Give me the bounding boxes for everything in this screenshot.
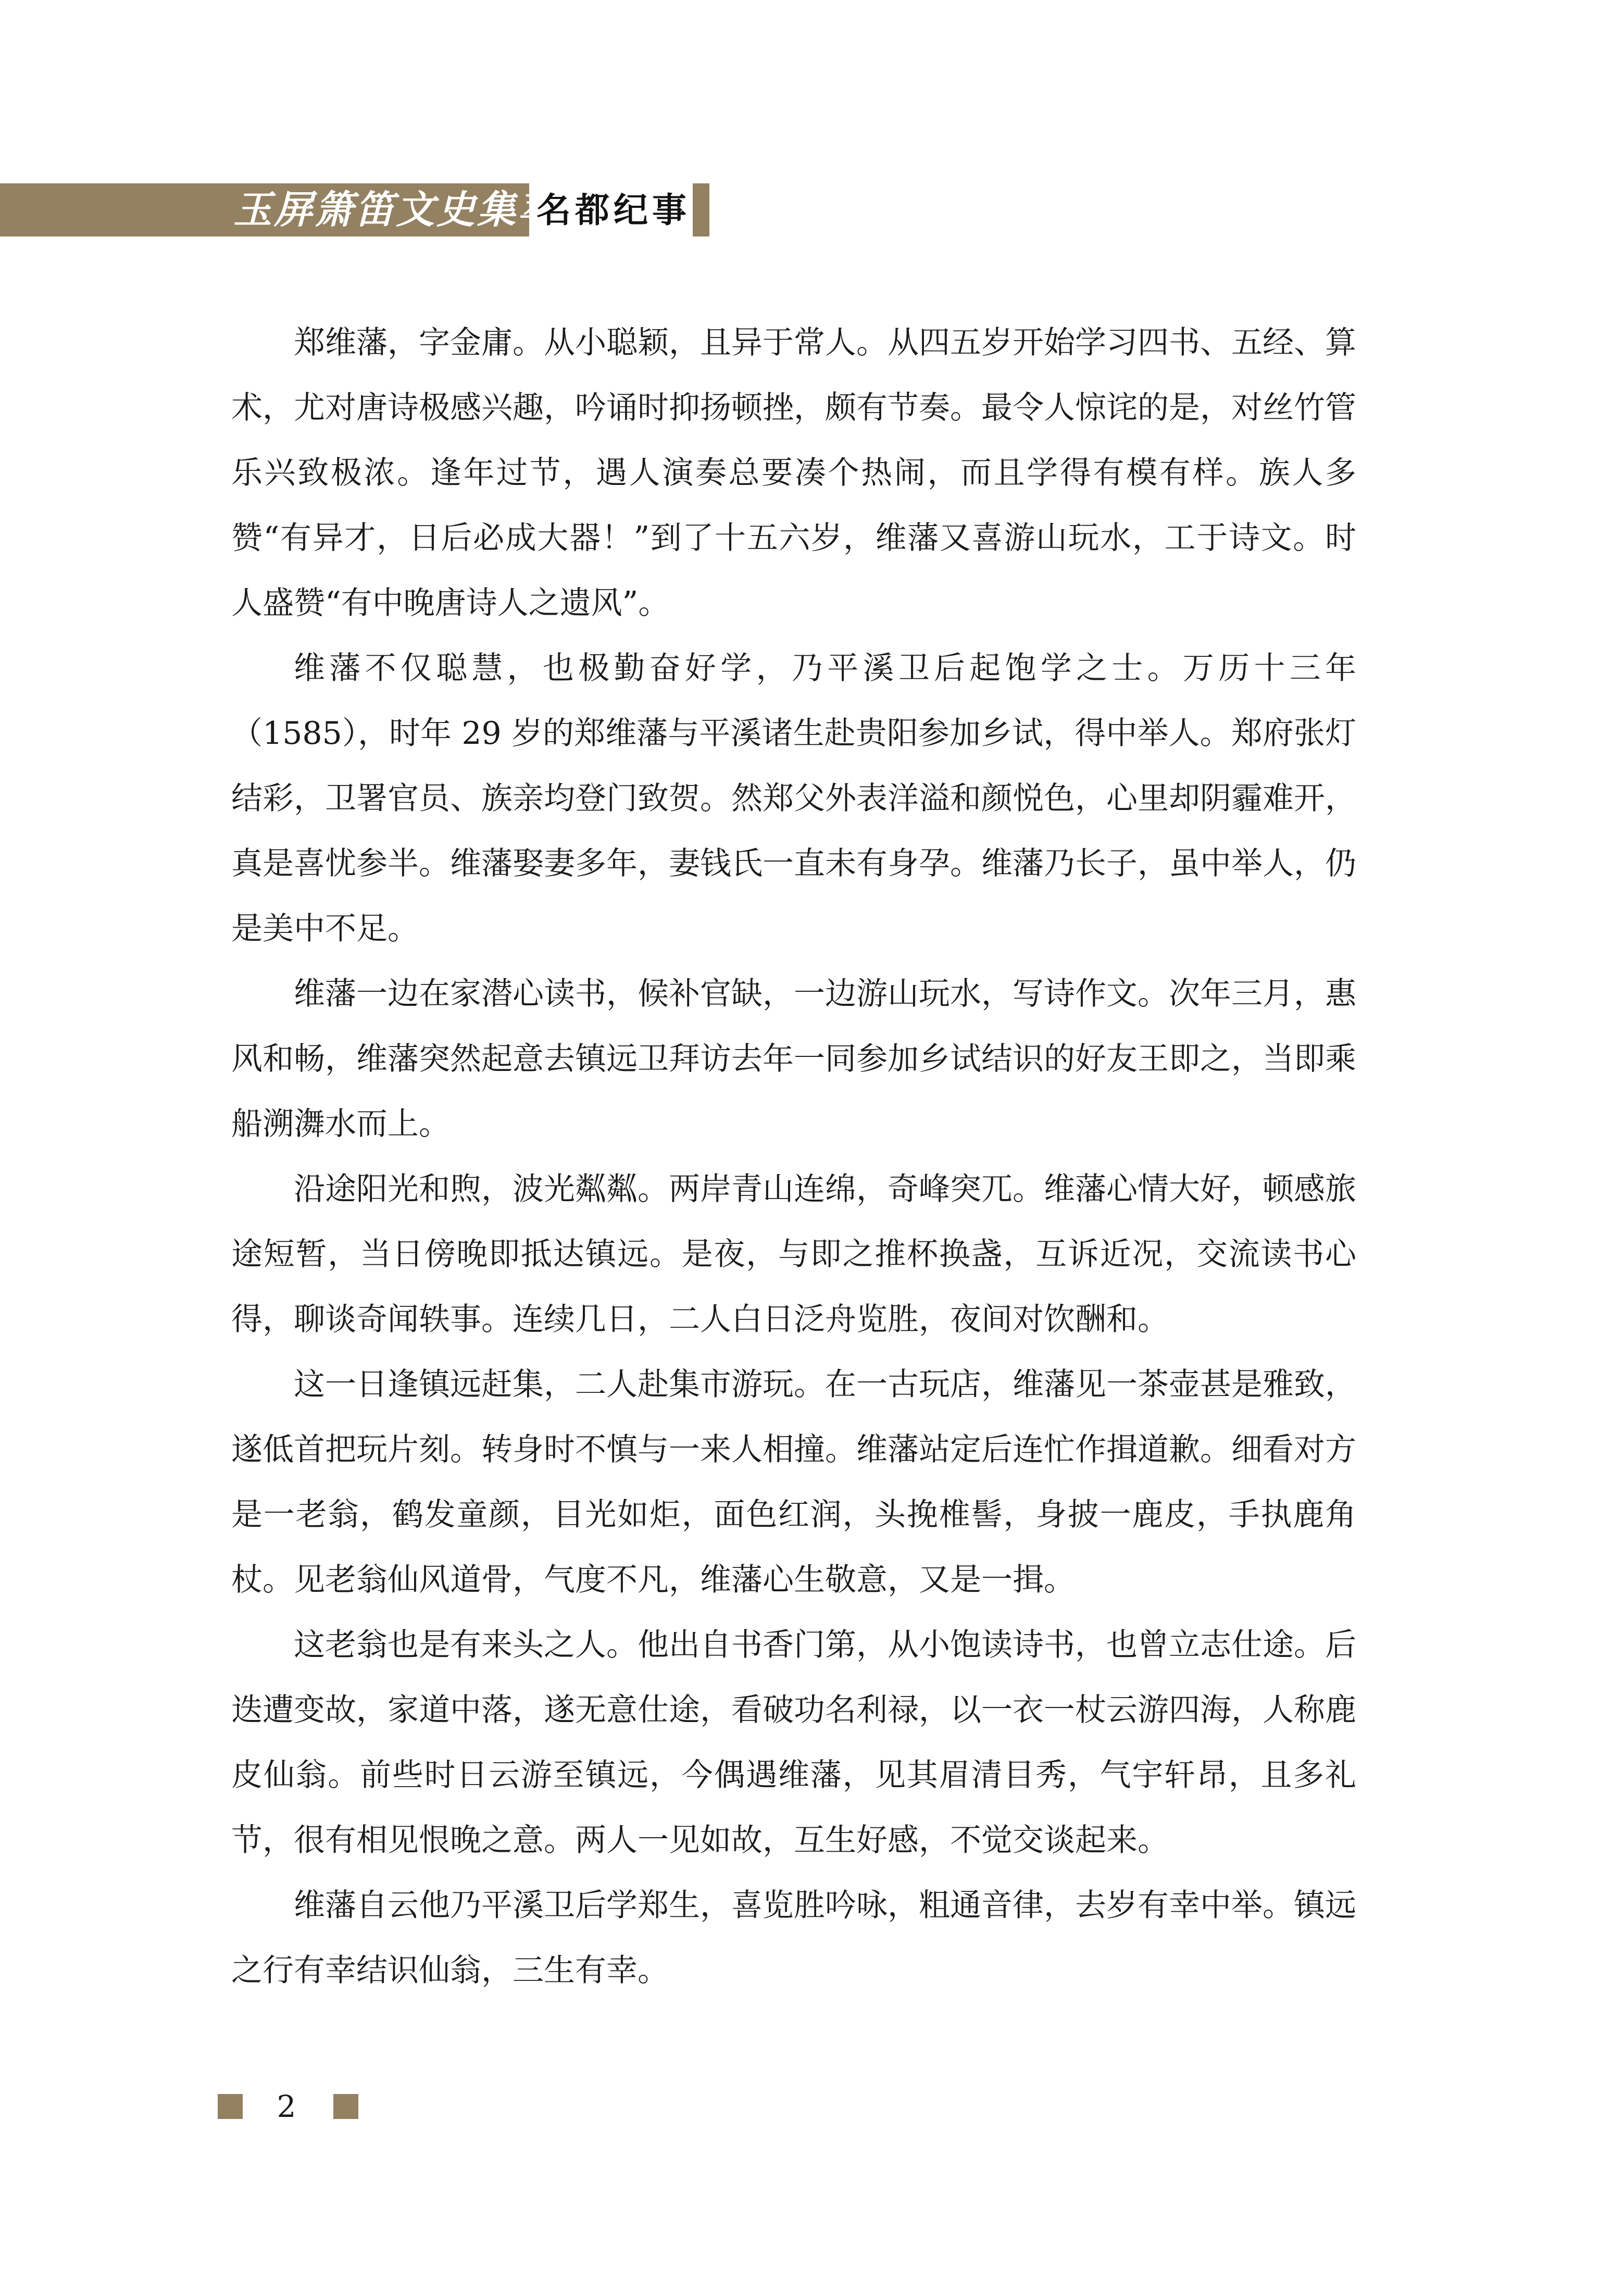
header-mark [693,183,709,236]
paragraph-6: 这老翁也是有来头之人。他出自书香门第，从小饱读诗书，也曾立志仕途。后迭遭变故，家道中落，遂无意仕途，看破功名利禄，以一衣一杖云游四海，人称鹿皮仙翁。前些时日云游至镇远，今偶遇维藩，见其眉清目秀，气宇轩昂，且多礼节，很有相见恨晚之意。两人一见如故，互生好感，不觉交谈起来。 [231,1627,1356,1859]
footer-square-left [218,2094,243,2119]
body-text [231,310,1356,2003]
series-title: 玉屏箫笛文史集萃 [233,188,558,232]
paragraph-5: 这一日逢镇远赶集，二人赴集市游玩。在一古玩店，维藩见一茶壶甚是雅致，遂低首把玩片刻。转身时不慎与一来人相撞。维藩站定后连忙作揖道歉。细看对方是一老翁，鹤发童颜，目光如炬，面色红润，头挽椎髻，身披一鹿皮，手执鹿角杖。见老翁仙风道骨，气度不凡，维藩心生敬意，又是一揖。 [231,1366,1356,1598]
paragraph-4: 沿途阳光和煦，波光粼粼。两岸青山连绵，奇峰突兀。维藩心情大好，顿感旅途短暂，当日傍晚即抵达镇远。是夜，与即之推杯换盏，互诉近况，交流读书心得，聊谈奇闻轶事。连续几日，二人白日泛舟览胜，夜间对饮酬和。 [231,1171,1356,1338]
section-title: 名都纪事 [536,190,691,230]
paragraph-2: 维藩不仅聪慧，也极勤奋好学，乃平溪卫后起饱学之士。万历十三年（1585），时年 29 岁的郑维藩与平溪诸生赴贵阳参加乡试，得中举人。郑府张灯结彩，卫署官员、族亲均登门致贺。然郑父外表洋溢和颜悦色，心里却阴霾难开，真是喜忧参半。维藩娶妻多年，妻钱氏一直未有身孕。维藩乃长子，虽中举人，仍是美中不足。 [231,650,1356,947]
footer-square-right [333,2094,358,2119]
paragraph-3: 维藩一边在家潜心读书，候补官缺，一边游山玩水，写诗作文。次年三月，惠风和畅，维藩突然起意去镇远卫拜访去年一同参加乡试结识的好友王即之，当即乘船溯㵲水而上。 [231,976,1356,1142]
paragraph-7: 维藩自云他乃平溪卫后学郑生，喜览胜吟咏，粗通音律，去岁有幸中举。镇远之行有幸结识仙翁，三生有幸。 [231,1887,1356,1989]
paragraph-1: 郑维藩，字金庸。从小聪颖，且异于常人。从四五岁开始学习四书、五经、算术，尤对唐诗极感兴趣，吟诵时抑扬顿挫，颇有节奏。最令人惊诧的是，对丝竹管乐兴致极浓。逢年过节，遇人演奏总要凑个热闹，而且学得有模有样。族人多赞“有异才，日后必成大器！”到了十五六岁，维藩又喜游山玩水，工于诗文。时人盛赞“有中晚唐诗人之遗风”。 [231,325,1356,621]
page-number: 2 [277,2089,296,2124]
